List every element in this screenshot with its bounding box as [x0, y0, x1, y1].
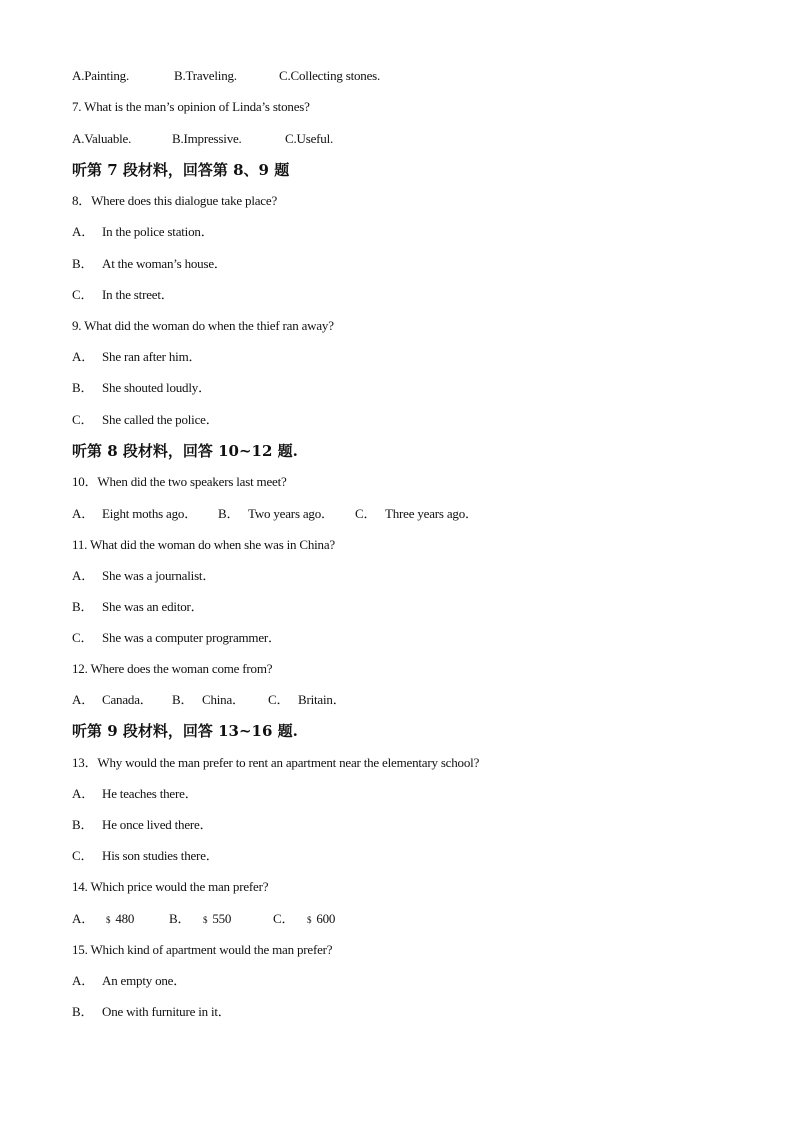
q13-question: 13．Why would the man prefer to rent an apartment near the elementary school? — [72, 755, 480, 770]
q10-option-b: Two years ago． — [248, 506, 334, 521]
option-label: C． — [268, 692, 290, 707]
option-text: She was a journalist． — [102, 568, 216, 583]
q14-option-a: 480 — [115, 911, 135, 926]
q15-option-b — [72, 1004, 231, 1020]
option-label: A． — [72, 692, 94, 707]
option-label: A． — [72, 349, 94, 364]
q10-question: 10．When did the two speakers last meet? — [72, 474, 287, 489]
dollar-sign: $ — [203, 915, 208, 925]
q9-option-b — [72, 380, 211, 396]
q9-question: 9. What did the woman do when the thief ran away? — [72, 318, 334, 333]
q7-option-a: A.Valuable. — [72, 131, 132, 146]
option-label: C． — [355, 506, 377, 521]
q6-option-a: A.Painting. — [72, 68, 130, 83]
q10-option-a: Eight moths ago． — [102, 506, 198, 521]
q13-option-a — [72, 786, 198, 802]
q11-question: 11. What did the woman do when she was in China? — [72, 537, 335, 552]
option-text: He teaches there． — [102, 786, 198, 801]
option-label: A． — [72, 786, 94, 801]
option-label: B． — [72, 380, 94, 395]
option-label: A． — [72, 973, 94, 988]
q11-option-b — [72, 599, 203, 615]
q8-option-a — [72, 224, 214, 240]
option-label: B． — [72, 599, 94, 614]
option-label: C． — [72, 412, 94, 427]
option-text: She was an editor． — [102, 599, 204, 614]
q7-option-c: C.Useful. — [285, 131, 334, 146]
dollar-sign: $ — [307, 915, 312, 925]
q7-option-b: B.Impressive. — [172, 131, 242, 146]
q15-question: 15. Which kind of apartment would the man prefer? — [72, 942, 333, 957]
q8-option-c — [72, 287, 174, 303]
q13-option-c — [72, 848, 219, 864]
option-label: B． — [72, 256, 94, 271]
q14-option-b: 550 — [212, 911, 232, 926]
section-heading-7: 听第 7 段材料，回答第 8、9 题 — [72, 161, 290, 179]
option-label: B． — [72, 1004, 94, 1019]
option-text: His son studies there． — [102, 848, 219, 863]
q12-question: 12. Where does the woman come from? — [72, 661, 273, 676]
option-label: A． — [72, 506, 94, 521]
q9-option-c — [72, 412, 219, 428]
option-label: B． — [172, 692, 194, 707]
q6-option-b: B.Traveling. — [174, 68, 237, 83]
q12-option-a: Canada． — [102, 692, 153, 707]
option-text: At the woman’s house． — [102, 256, 227, 271]
option-text: In the street． — [102, 287, 174, 302]
option-label: B． — [169, 911, 191, 926]
section-heading-9: 听第 9 段材料，回答 13~16 题. — [72, 722, 298, 740]
option-text: She ran after him． — [102, 349, 202, 364]
option-label: C． — [72, 287, 94, 302]
q9-option-a — [72, 349, 201, 365]
option-text: One with furniture in it． — [102, 1004, 231, 1019]
option-label: A． — [72, 224, 94, 239]
option-text: She shouted loudly． — [102, 380, 211, 395]
option-label: A． — [72, 568, 94, 583]
option-label: A． — [72, 911, 94, 926]
q8-question: 8．Where does this dialogue take place? — [72, 193, 278, 208]
option-text: She was a computer programmer． — [102, 630, 281, 645]
section-heading-8: 听第 8 段材料，回答 10~12 题. — [72, 442, 298, 460]
option-label: C． — [72, 630, 94, 645]
q14-option-c: 600 — [316, 911, 336, 926]
option-label: C． — [72, 848, 94, 863]
q11-option-c — [72, 630, 281, 646]
q13-option-b — [72, 817, 212, 833]
option-label: B． — [218, 506, 240, 521]
dollar-sign: $ — [106, 915, 111, 925]
q14-question: 14. Which price would the man prefer? — [72, 879, 269, 894]
q12-option-b: China． — [202, 692, 245, 707]
option-text: He once lived there． — [102, 817, 213, 832]
option-label: B． — [72, 817, 94, 832]
option-text: In the police station． — [102, 224, 214, 239]
option-label: C． — [273, 911, 295, 926]
q11-option-a — [72, 568, 215, 584]
option-text: She called the police． — [102, 412, 219, 427]
q7-question: 7. What is the man’s opinion of Linda’s stones? — [72, 99, 310, 114]
q12-option-c: Britain． — [298, 692, 346, 707]
option-text: An empty one． — [102, 973, 187, 988]
q6-option-c: C.Collecting stones. — [279, 68, 381, 83]
q15-option-a — [72, 973, 186, 989]
q8-option-b — [72, 256, 227, 272]
q10-option-c: Three years ago． — [385, 506, 478, 521]
